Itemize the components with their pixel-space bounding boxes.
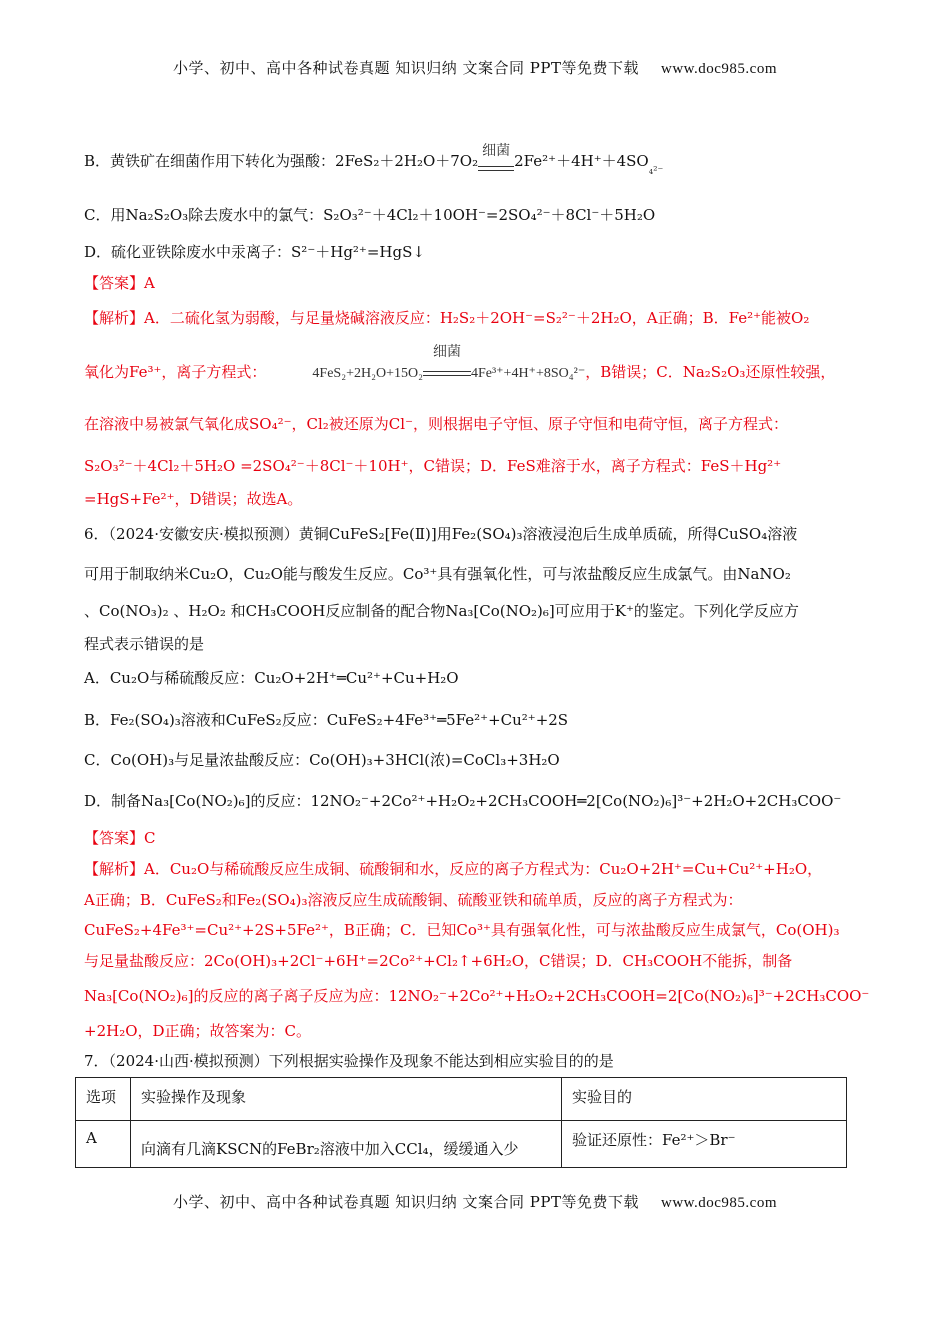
table-cell-purpose: 验证还原性：Fe²⁺＞Br⁻ xyxy=(562,1121,847,1168)
q6-option-a: A．Cu₂O与稀硫酸反应：Cu₂O+2H⁺═Cu²⁺+Cu+H₂O xyxy=(84,669,459,687)
q6-explanation-1: 【解析】A．Cu₂O与稀硫酸反应生成铜、硫酸铜和水，反应的离子方程式为：Cu₂O+2H⁺=Cu+Cu²⁺+H₂O， xyxy=(84,860,823,878)
q5-explanation-3: 在溶液中易被氯气氧化成SO₄²⁻，Cl₂被还原为Cl⁻，则根据电子守恒、原子守恒和电荷守恒，离子方程式： xyxy=(84,415,789,433)
q6-explanation-3: CuFeS₂+4Fe³⁺=Cu²⁺+2S+5Fe²⁺，B正确；C．已知Co³⁺具有强氧化性，可与浓盐酸反应生成氯气，Co(OH)₃ xyxy=(84,921,840,939)
footer-site: www.doc985.com xyxy=(660,1195,777,1211)
q5-explanation-1: 【解析】A．二硫化氢为弱酸，与足量烧碱溶液反应：H₂S₂＋2OH⁻=S₂²⁻＋2H₂O，A正确；B．Fe²⁺能被O₂ xyxy=(84,309,810,327)
q6-stem-4: 程式表示错误的是 xyxy=(84,635,205,653)
q5-option-b: B．黄铁矿在细菌作用下转化为强酸：2FeS₂＋2H₂O＋7O₂ 细菌 $2Fe^{2+}+4H^++4SO_{_4^{2-}}$ xyxy=(84,143,664,177)
q6-stem-2: 可用于制取纳米Cu₂O，Cu₂O能与酸发生反应。Co³⁺具有强氧化性，可与浓盐酸反应生成氯气。由NaNO₂ xyxy=(84,565,791,583)
q6-stem-1: 6．（2024·安徽安庆·模拟预测）黄铜CuFeS₂[Fe(Ⅱ)]用Fe₂(SO₄)₃溶液浸泡后生成单质硫，所得CuSO₄溶液 xyxy=(84,525,798,543)
q6-answer: 【答案】C xyxy=(84,829,156,847)
q6-option-d: D．制备Na₃[Co(NO₂)₆]的反应：12NO₂⁻+2Co²⁺+H₂O₂+2CH₃COOH═2[Co(NO₂)₆]³⁻+2H₂O+2CH₃COO⁻ xyxy=(84,792,842,810)
q6-explanation-2: A正确；B．CuFeS₂和Fe₂(SO₄)₃溶液反应生成硫酸铜、硫酸亚铁和硫单质，反应的离子方程式为： xyxy=(84,891,743,909)
table-cell-option: A xyxy=(76,1121,131,1168)
table-header-purpose: 实验目的 xyxy=(562,1078,847,1121)
q5-option-c: C．用Na₂S₂O₃除去废水中的氯气：S₂O₃²⁻＋4Cl₂＋10OH⁻=2SO₄²⁻＋8Cl⁻＋5H₂O xyxy=(84,206,656,224)
q5-option-d: D．硫化亚铁除废水中汞离子：S²⁻＋Hg²⁺=HgS↓ xyxy=(84,243,425,261)
footer-text: 小学、初中、高中各种试卷真题 知识归纳 文案合同 PPT等免费下载 xyxy=(172,1193,639,1211)
q5-answer: 【答案】A xyxy=(84,274,155,292)
q6-option-c: C．Co(OH)₃与足量浓盐酸反应：Co(OH)₃+3HCl(浓)=CoCl₃+3H₂O xyxy=(84,751,560,769)
q6-explanation-4: 与足量盐酸反应：2Co(OH)₃+2Cl⁻+6H⁺=2Co²⁺+Cl₂↑+6H₂O，C错误；D．CH₃COOH不能拆，制备 xyxy=(84,952,793,970)
q5-explanation-5: =HgS+Fe²⁺，D错误；故选A。 xyxy=(84,490,303,508)
table-header-operation: 实验操作及现象 xyxy=(131,1078,562,1121)
table-header-row xyxy=(76,1078,847,1121)
q6-explanation-6: +2H₂O，D正确；故答案为：C。 xyxy=(84,1022,312,1040)
q6-stem-3: 、Co(NO₃)₂ 、H₂O₂ 和CH₃COOH反应制备的配合物Na₃[Co(NO₂)₆]可应用于K⁺的鉴定。下列化学反应方 xyxy=(84,602,799,620)
experiment-table xyxy=(75,1077,847,1168)
q7-stem: 7．（2024·山西·模拟预测）下列根据实验操作及现象不能达到相应实验目的的是 xyxy=(84,1052,614,1070)
table-header-option: 选项 xyxy=(76,1078,131,1121)
q6-explanation-5: Na₃[Co(NO₂)₆]的反应的离子离子反应为应：12NO₂⁻+2Co²⁺+H₂O₂+2CH₃COOH=2[Co(NO₂)₆]³⁻+2CH₃COO⁻ xyxy=(84,987,870,1005)
q5-explanation-2: 氧化为Fe³⁺，离子方程式： 4FeS₂+2H₂O+15O₂ 细菌 4Fe³⁺+4H⁺+8SO₄²⁻，B错误；C．Na₂S₂O₃还原性较强， xyxy=(84,344,836,381)
q5-explanation-4: S₂O₃²⁻＋4Cl₂＋5H₂O =2SO₄²⁻＋8Cl⁻＋10H⁺，C错误；D．FeS难溶于水，离子方程式：FeS＋Hg²⁺ xyxy=(84,457,782,475)
header-text: 小学、初中、高中各种试卷真题 知识归纳 文案合同 PPT等免费下载 xyxy=(172,59,639,77)
reaction-condition: 细菌 xyxy=(478,166,514,177)
table-row xyxy=(76,1121,847,1168)
page-footer xyxy=(0,1191,950,1212)
header-site: www.doc985.com xyxy=(660,61,777,77)
q6-option-b: B．Fe₂(SO₄)₃溶液和CuFeS₂反应：CuFeS₂+4Fe³⁺═5Fe²⁺+Cu²⁺+2S xyxy=(84,711,569,729)
table-cell-operation: 向滴有几滴KSCN的FeBr₂溶液中加入CCl₄，缓缓通入少 xyxy=(131,1121,562,1168)
page-header xyxy=(0,57,950,78)
